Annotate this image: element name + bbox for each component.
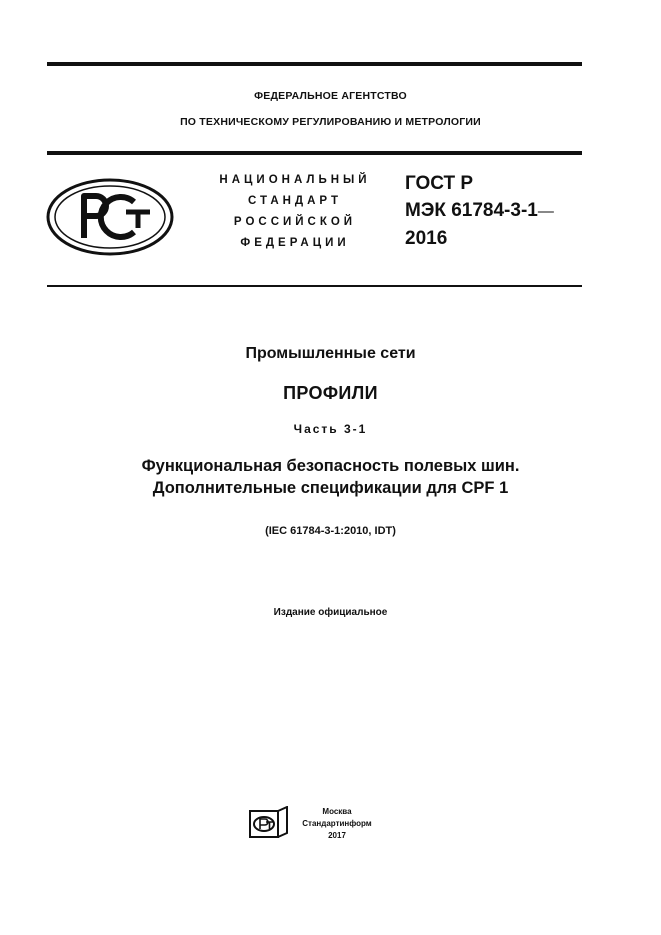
gost-designation <box>405 170 554 252</box>
gost-year: 2016 <box>405 228 448 249</box>
gost-dash: — <box>537 203 554 220</box>
document-subtitle: Промышленные сети <box>245 345 416 362</box>
document-part: Часть 3-1 <box>293 422 368 436</box>
top-rule <box>47 62 582 66</box>
gost-line-2 <box>405 197 554 225</box>
iec-reference: (IEC 61784-3-1:2010, IDT) <box>265 525 396 537</box>
national-line-2: СТАНДАРТ <box>248 195 342 207</box>
publisher-info <box>297 806 377 842</box>
national-line-3: РОССИЙСКОЙ <box>233 216 357 228</box>
publisher-year: 2017 <box>328 831 346 840</box>
national-standard-label <box>205 170 385 254</box>
national-line-4: ФЕДЕРАЦИИ <box>240 237 350 249</box>
agency-line-2: ПО ТЕХНИЧЕСКОМУ РЕГУЛИРОВАНИЮ И МЕТРОЛОГИИ <box>180 116 481 128</box>
standartinform-logo-icon <box>249 806 289 838</box>
gost-line-1: ГОСТ Р <box>405 173 474 194</box>
rst-certification-logo-icon <box>46 178 174 256</box>
agency-line-1: ФЕДЕРАЛЬНОЕ АГЕНТСТВО <box>254 90 407 102</box>
publisher-city: Москва <box>322 807 352 816</box>
standard-block-rule <box>47 285 582 287</box>
edition-label: Издание официальное <box>273 607 388 618</box>
publisher-name: Стандартинформ <box>302 819 372 828</box>
gost-number: МЭК 61784-3-1 <box>405 200 538 221</box>
document-title: ПРОФИЛИ <box>283 383 378 403</box>
national-line-1: НАЦИОНАЛЬНЫЙ <box>219 174 371 186</box>
main-title-line-2: Дополнительные спецификации для CPF 1 <box>152 479 509 497</box>
main-title-line-1: Функциональная безопасность полевых шин. <box>141 457 520 475</box>
main-title <box>0 455 661 499</box>
header-rule <box>47 151 582 155</box>
